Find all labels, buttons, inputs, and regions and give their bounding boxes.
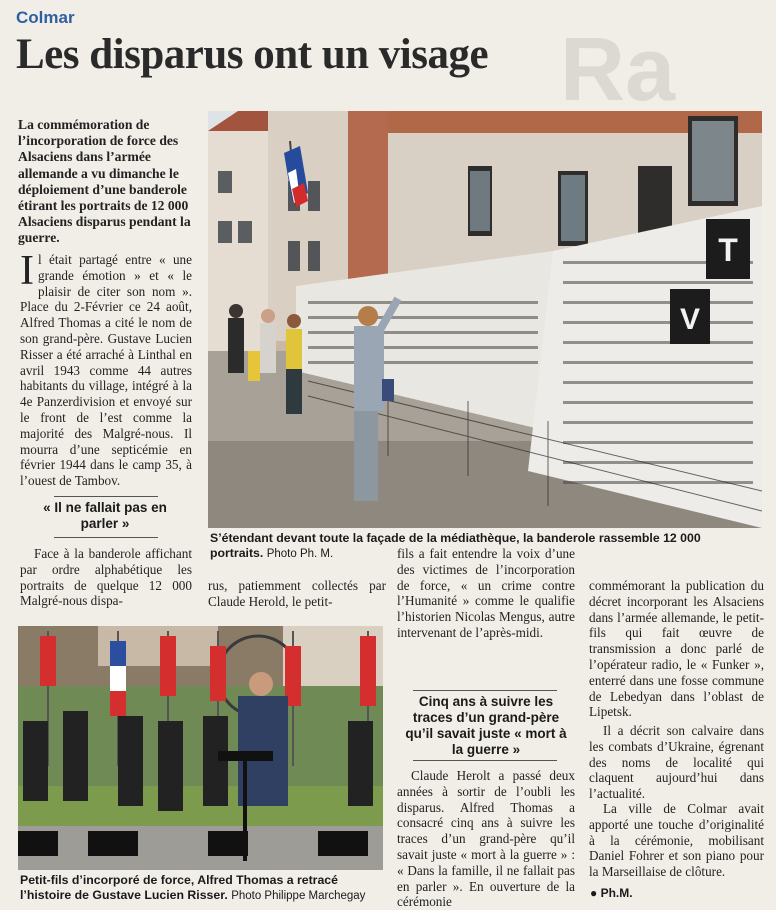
intertitle-1: « Il ne fallait pas en parler » [43,500,167,531]
column-1 [20,248,192,489]
column-2-text: rus, patiemment collectés par Claude Herold, le petit- [208,578,386,609]
section-label: Colmar [16,8,75,27]
intertitle-rule-top [54,496,158,497]
column-4-paragraph-2: Il a décrit son calvaire dans les combats d’Ukraine, égrenant des noms de localité qui claquent aujourd’hui dans l’actualité. [589,723,764,802]
column-1-continuation: Face à la banderole affichant par ordre alphabétique les portraits de quelque 12 000 Malgré-nous dispa- [20,546,192,609]
caption-text: S’étendant devant toute la façade de la médiathèque, la banderole rassemble 12 000 portraits. [210,531,701,560]
intertitle-rule-bottom [54,537,158,538]
column-1-text: l était partagé entre « une grande émotion » et « le plaisir de citer son nom ». Place du 2-Février ce 24 août, Alfred Thomas a cité le nom de son grand-père. Gustave Lucien Risser a été arraché à Linthal en avril 1943 comme 44 autres habitants du village, intégré à la 4e Panzerdivision et envoyé sur le front de l’est comme la majorité des Malgré-nous. Il mourra d’une septicémie en février 1944 dans le camp 35, à l’ouest de Tambov. [20,252,192,489]
lead-paragraph: La commémoration de l’incorporation de force des Alsaciens dans l’armée allemande a vu dimanche le déploiement d’une banderole étirant les portraits de 12 000 Alsaciens disparus pendant la guerre. [18,117,191,246]
adjacent-page-bleed: Ra [560,30,676,110]
column-4-paragraph-3: La ville de Colmar avait apporté une touche d’originalité à la cérémonie, mobilisant Daniel Fohrer et son piano pour la Marseillaise de clôture. [589,801,764,880]
photo-credit: Photo Ph. M. [266,548,334,560]
intertitle-rule-top [413,690,557,691]
ceremony-photo [18,626,383,870]
intertitle-2: Cinq ans à suivre les traces d’un grand-père qu’il savait juste « mort à la guerre » [405,694,567,757]
column-4-text: commémorant la publication du décret incorporant les Alsaciens dans l’armée allemande, le petit-fils qui fait œuvre de transmission a donc parlé de l’opérateur radio, le « Funker », enterré dans une fosse commune de Lebedyan dans l’oblast de Lipetsk. [589,578,764,720]
banner-photo [208,111,762,528]
column-3-continuation: Claude Herolt a passé deux années à sortir de l’oubli les disparus. Alfred Thomas a consacré cinq ans à suivre les traces d’un grand-père qu’il savait juste « mort à la guerre » : « Dans la famille, il ne fallait pas en parler ». En ouverture de la cérémonie [397,768,575,910]
caption-text: Petit-fils d’incorporé de force, Alfred Thomas a retracé l’histoire de Gustave Lucien Risser. [20,873,338,902]
ceremony-photo-caption [20,873,385,904]
banner-letter-t: T [718,232,738,268]
author-signature: ● Ph.M. [590,886,633,900]
column-3-text: fils a fait entendre la voix d’une des victimes de l’incorporation de force, « un crime contre l’Humanité » comme le qualifie l’historien Nicolas Mengus, autre intervenant de l’après-midi. [397,546,575,640]
headline: Les disparus ont un visage [16,31,489,78]
intertitle-rule-bottom [413,760,557,761]
photo-credit: Photo Philippe Marchegay [231,890,366,902]
drop-cap: I [20,248,34,294]
banner-letter-v: V [679,303,701,336]
